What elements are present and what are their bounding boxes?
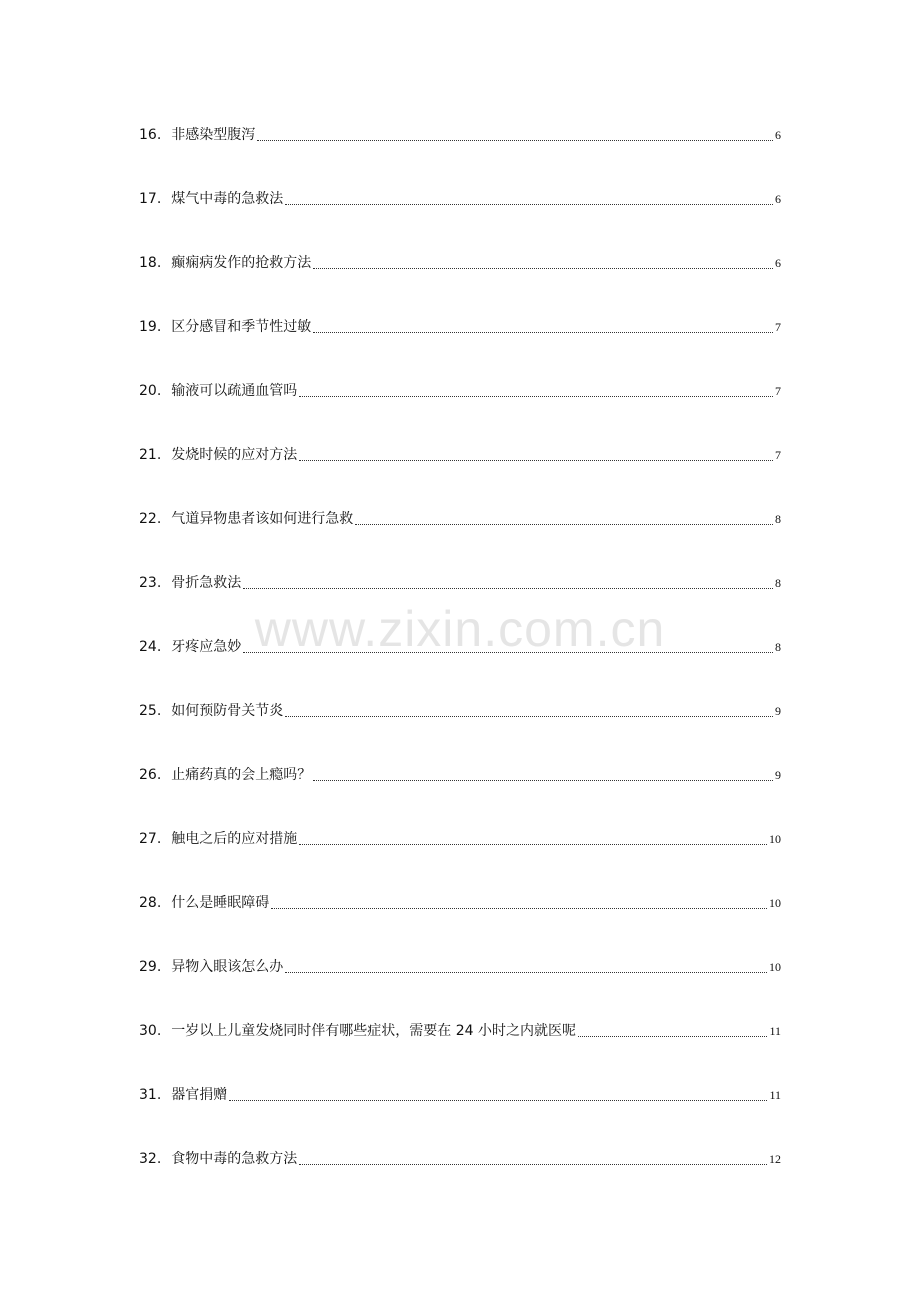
entry-title: 气道异物患者该如何进行急救: [171, 511, 354, 527]
entry-number: 24.: [139, 639, 162, 655]
entry-title: 如何预防骨关节炎: [171, 703, 284, 719]
toc-entry[interactable]: [139, 786, 781, 850]
entry-title: 输液可以疏通血管吗: [171, 383, 298, 399]
toc-entry[interactable]: [139, 1106, 781, 1170]
entry-title: 止痛药真的会上瘾吗？: [171, 767, 312, 783]
entry-number: 22.: [139, 511, 162, 527]
toc-entry[interactable]: [139, 210, 781, 274]
entry-title: 煤气中毒的急救法: [171, 191, 284, 207]
entry-title: 非感染型腹泻: [171, 127, 256, 143]
dot-leader: [313, 268, 773, 269]
entry-page-number: 8: [775, 512, 781, 526]
dot-leader: [299, 460, 773, 461]
toc-entry[interactable]: [139, 914, 781, 978]
entry-page-number: 7: [775, 384, 781, 398]
entry-title: 区分感冒和季节性过敏: [171, 319, 312, 335]
entry-page-number: 10: [769, 832, 781, 846]
dot-leader: [257, 140, 773, 141]
entry-number: 18.: [139, 255, 162, 271]
toc-entry[interactable]: [139, 658, 781, 722]
entry-page-number: 7: [775, 320, 781, 334]
toc-entry[interactable]: [139, 466, 781, 530]
entry-page-number: 11: [769, 1024, 781, 1038]
entry-page-number: 6: [775, 256, 781, 270]
toc-entry[interactable]: [139, 1042, 781, 1106]
entry-number: 32.: [139, 1151, 162, 1167]
toc-entry[interactable]: [139, 146, 781, 210]
entry-page-number: 12: [769, 1152, 781, 1166]
entry-page-number: 10: [769, 896, 781, 910]
entry-title: 发烧时候的应对方法: [171, 447, 298, 463]
entry-page-number: 11: [769, 1088, 781, 1102]
entry-number: 31.: [139, 1087, 162, 1103]
dot-leader: [229, 1100, 767, 1101]
toc-entry[interactable]: [139, 594, 781, 658]
entry-page-number: 9: [775, 768, 781, 782]
entry-page-number: 7: [775, 448, 781, 462]
entry-title: 牙疼应急妙: [171, 639, 242, 655]
entry-number: 30.: [139, 1023, 162, 1039]
table-of-contents: [139, 124, 781, 1170]
entry-number: 23.: [139, 575, 162, 591]
dot-leader: [271, 908, 767, 909]
toc-entry[interactable]: [139, 978, 781, 1042]
entry-title: 什么是睡眠障碍: [171, 895, 270, 911]
entry-title: 骨折急救法: [171, 575, 242, 591]
entry-number: 19.: [139, 319, 162, 335]
entry-number: 26.: [139, 767, 162, 783]
dot-leader: [313, 780, 773, 781]
toc-entry[interactable]: [139, 850, 781, 914]
entry-number: 17.: [139, 191, 162, 207]
dot-leader: [299, 1164, 767, 1165]
entry-page-number: 8: [775, 640, 781, 654]
toc-entry[interactable]: [139, 530, 781, 594]
entry-title: 器官捐赠: [171, 1087, 228, 1103]
dot-leader: [355, 524, 773, 525]
toc-entry[interactable]: [139, 124, 781, 146]
toc-entry[interactable]: [139, 722, 781, 786]
entry-page-number: 6: [775, 128, 781, 142]
toc-entry[interactable]: [139, 402, 781, 466]
dot-leader: [313, 332, 773, 333]
toc-entry[interactable]: [139, 338, 781, 402]
entry-page-number: 10: [769, 960, 781, 974]
entry-number: 25.: [139, 703, 162, 719]
watermark: www.zixin.com.cn: [254, 601, 666, 657]
entry-title: 异物入眼该怎么办: [171, 959, 284, 975]
entry-number: 16.: [139, 127, 162, 143]
entry-number: 29.: [139, 959, 162, 975]
entry-number: 28.: [139, 895, 162, 911]
entry-number: 21.: [139, 447, 162, 463]
dot-leader: [243, 652, 773, 653]
entry-page-number: 9: [775, 704, 781, 718]
entry-title: 触电之后的应对措施: [171, 831, 298, 847]
dot-leader: [299, 396, 773, 397]
toc-entry[interactable]: [139, 274, 781, 338]
entry-title: 癫痫病发作的抢救方法: [171, 255, 312, 271]
entry-title: 食物中毒的急救方法: [171, 1151, 298, 1167]
dot-leader: [578, 1036, 767, 1037]
entry-title: 一岁以上儿童发烧同时伴有哪些症状，需要在 24 小时之内就医呢: [171, 1023, 576, 1039]
entry-number: 27.: [139, 831, 162, 847]
dot-leader: [285, 972, 767, 973]
entry-page-number: 6: [775, 192, 781, 206]
entry-page-number: 8: [775, 576, 781, 590]
entry-number: 20.: [139, 383, 162, 399]
dot-leader: [285, 716, 773, 717]
dot-leader: [285, 204, 773, 205]
dot-leader: [299, 844, 767, 845]
dot-leader: [243, 588, 773, 589]
